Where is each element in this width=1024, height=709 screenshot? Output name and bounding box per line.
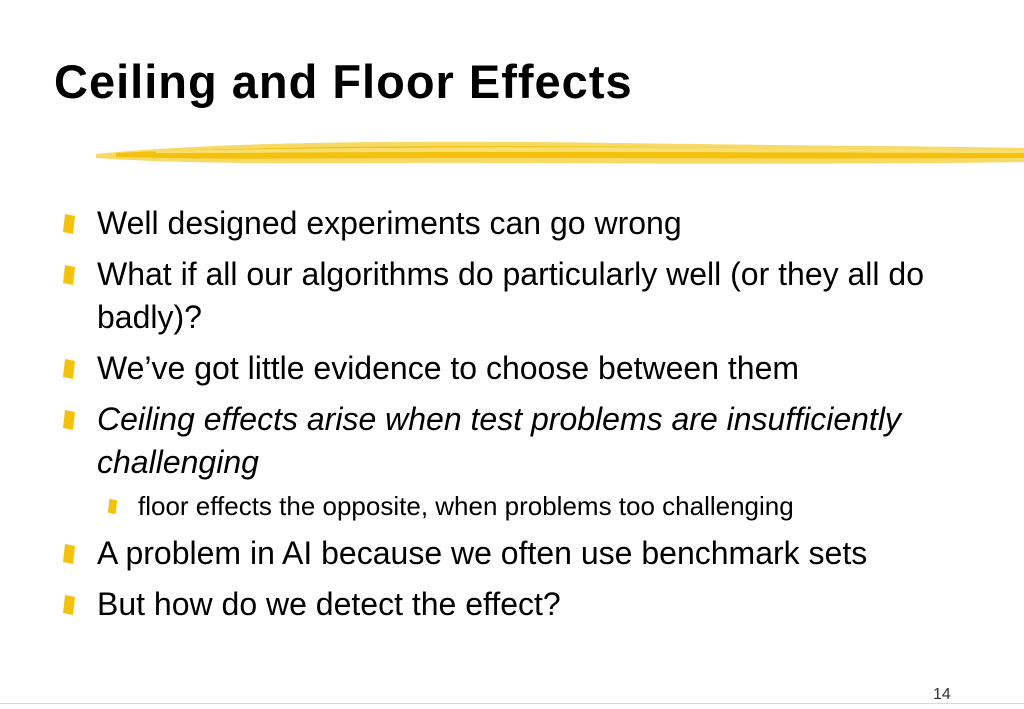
yellow-bracket-bullet-icon bbox=[62, 264, 76, 286]
yellow-bracket-bullet-icon bbox=[62, 594, 76, 616]
bullet-text: But how do we detect the effect? bbox=[97, 586, 561, 622]
bullet-item bbox=[62, 532, 962, 575]
bullet-text: A problem in AI because we often use benchmark sets bbox=[97, 535, 868, 571]
bullet-item bbox=[62, 253, 962, 339]
sub-bullet-text: floor effects the opposite, when problems too challenging bbox=[138, 491, 794, 521]
title-highlight-stroke bbox=[96, 134, 1024, 174]
bullet-text: Well designed experiments can go wrong bbox=[97, 205, 682, 241]
bullet-text: Ceiling effects arise when test problems are insufficiently challenging bbox=[97, 401, 901, 480]
yellow-bracket-bullet-icon bbox=[62, 358, 76, 380]
sub-bullet-list bbox=[62, 488, 962, 524]
sub-bullet-group bbox=[62, 488, 962, 524]
bullet-item bbox=[62, 398, 962, 484]
slide-title: Ceiling and Floor Effects bbox=[54, 55, 633, 108]
yellow-bracket-bullet-icon bbox=[107, 498, 118, 515]
sub-bullet-item bbox=[62, 488, 962, 524]
yellow-bracket-bullet-icon bbox=[62, 543, 76, 565]
bullet-list bbox=[62, 202, 962, 634]
bullet-text: What if all our algorithms do particularly well (or they all do badly)? bbox=[97, 256, 924, 335]
bullet-text: We’ve got little evidence to choose between them bbox=[97, 350, 800, 386]
bullet-item bbox=[62, 347, 962, 390]
yellow-bracket-bullet-icon bbox=[62, 409, 76, 431]
bullet-item bbox=[62, 202, 962, 245]
page-number: 14 bbox=[933, 686, 951, 703]
slide-bottom-edge bbox=[0, 703, 1024, 704]
yellow-bracket-bullet-icon bbox=[62, 213, 76, 235]
bullet-item bbox=[62, 583, 962, 626]
